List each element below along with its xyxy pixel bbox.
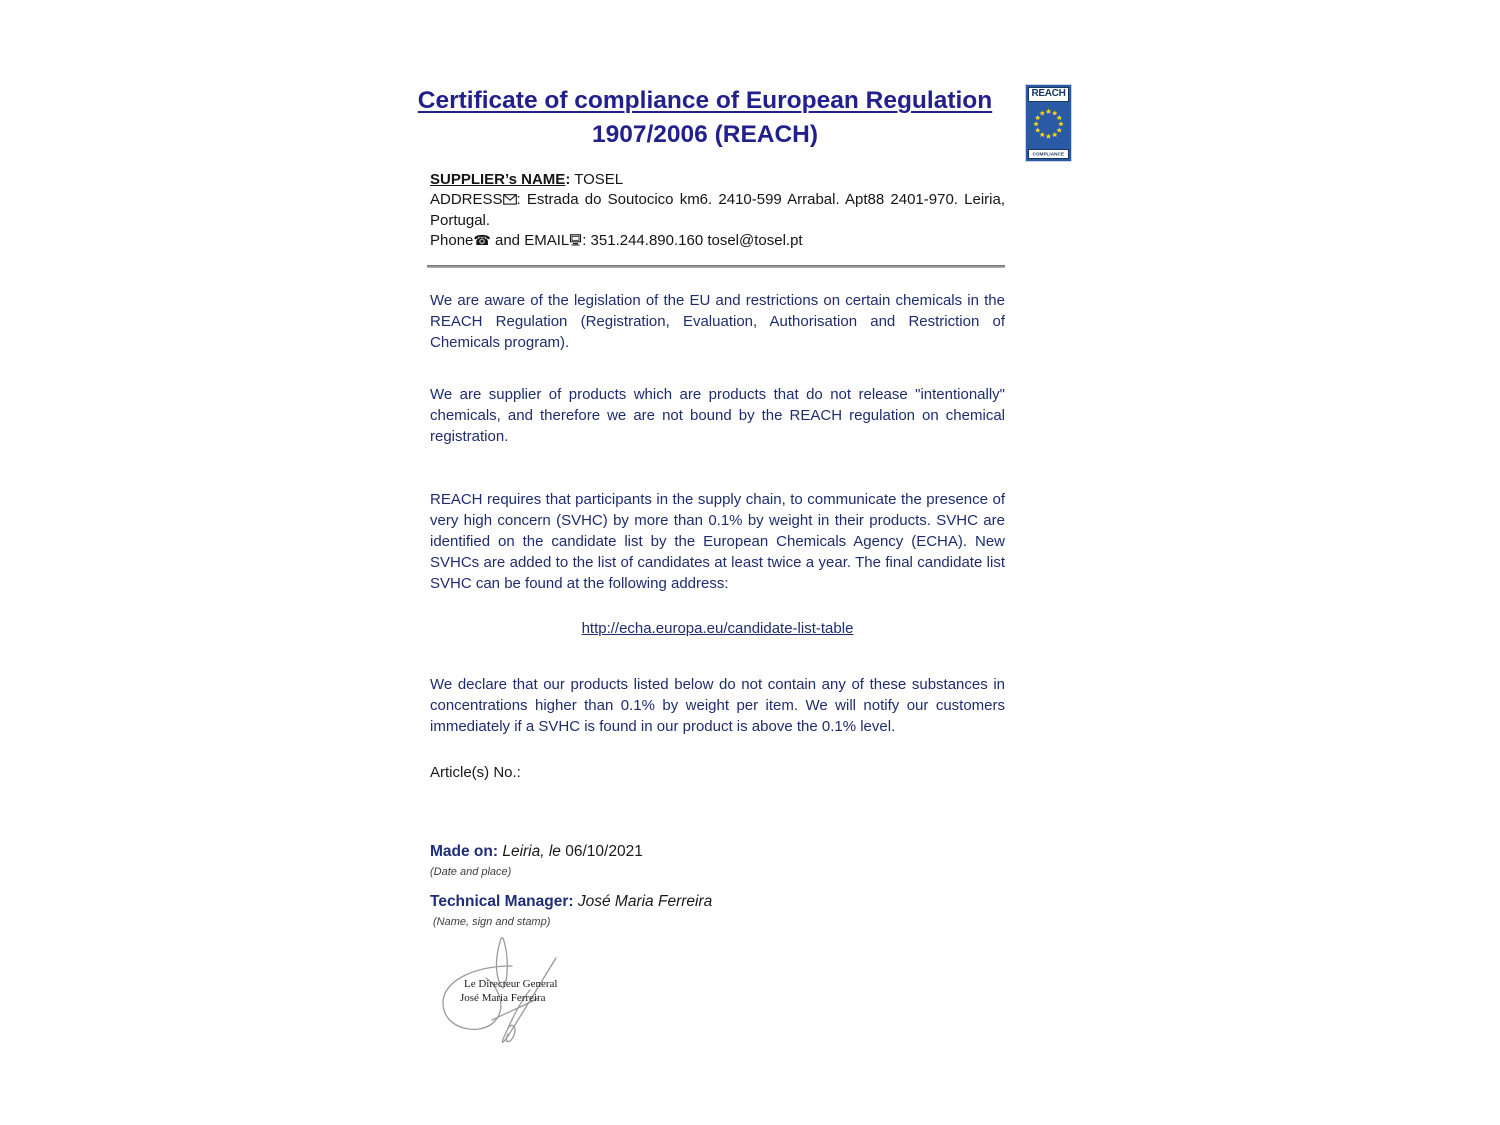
technical-manager-line (430, 893, 712, 911)
candidate-list-link[interactable]: http://echa.europa.eu/candidate-list-table (581, 620, 854, 637)
address-label: ADDRESS (430, 191, 503, 208)
paragraph-reach-requirements: REACH requires that participants in the supply chain, to communicate the presence of very high concern (SVHC) by more than 0.1% by weight in their products. SVHC are identified on the candidate list by the European Chemicals Agency (ECHA). New SVHCs are added to the list of candidates at least twice a year. The final candidate list SVHC can be found at the following address: (430, 491, 1005, 592)
reach-logo-compliance-label: COMPLIANCE (1028, 149, 1069, 159)
title-line-2: 1907/2006 (REACH) (591, 121, 819, 148)
phone-icon: ☎ (473, 233, 491, 249)
paragraph-supplier-statement: We are supplier of products which are products that do not release "intentionally" chemicals, and therefore we are not bound by the REACH regulation on chemical registration. (430, 386, 1005, 445)
article-number-label: Article(s) No.: (430, 764, 521, 781)
signature-block (428, 936, 588, 1051)
made-on-line (430, 843, 643, 861)
supplier-name-line: SUPPLIER’s NAME: TOSEL (430, 171, 624, 188)
technical-manager-name: José Maria Ferreira (573, 893, 713, 910)
made-on-date: 06/10/2021 (565, 843, 643, 860)
candidate-list-link-line (430, 620, 1005, 637)
name-sign-stamp-caption: (Name, sign and stamp) (433, 916, 551, 928)
title-line-1: Certificate of compliance of European Regulation (417, 87, 993, 114)
made-on-place: Leiria, le (498, 843, 566, 860)
eu-stars-icon (1026, 102, 1071, 146)
signature-title-text: Le Directeur General (464, 978, 558, 990)
address-value: : Estrada do Soutocico km6. 2410-599 Arrabal. Apt88 2401-970. Leiria, Portugal. (430, 191, 1005, 229)
envelope-icon (503, 191, 517, 211)
contact-value: : 351.244.890.160 tosel@tosel.pt (582, 232, 803, 249)
made-on-label: Made on: (430, 843, 499, 860)
section-divider (427, 265, 1005, 268)
paragraph-declaration: We declare that our products listed below do not contain any of these substances in concentrations higher than 0.1% by weight per item. We will notify our customers immediately if a SVHC is found in our product is above the 0.1% level. (430, 676, 1005, 735)
supplier-info-block (430, 170, 1005, 252)
paragraph-awareness: We are aware of the legislation of the EU and restrictions on certain chemicals in the REACH Regulation (Registration, Evaluation, Authorisation and Restriction of Chemicals program). (430, 292, 1005, 351)
phone-label: Phone (430, 232, 474, 249)
computer-icon (569, 232, 582, 252)
supplier-name-value: TOSEL (570, 171, 624, 188)
document-title (390, 84, 1020, 152)
email-label: and EMAIL (490, 232, 570, 249)
supplier-name-label: SUPPLIER’s NAME (430, 171, 566, 188)
technical-manager-label: Technical Manager: (430, 893, 574, 910)
reach-logo-label: REACH (1028, 87, 1069, 102)
reach-compliance-logo (1025, 84, 1072, 162)
supplier-contact-line (430, 231, 1005, 252)
date-place-caption: (Date and place) (430, 866, 512, 878)
supplier-address-line (430, 190, 1005, 231)
signature-name-text: José Maria Ferreira (460, 992, 546, 1004)
